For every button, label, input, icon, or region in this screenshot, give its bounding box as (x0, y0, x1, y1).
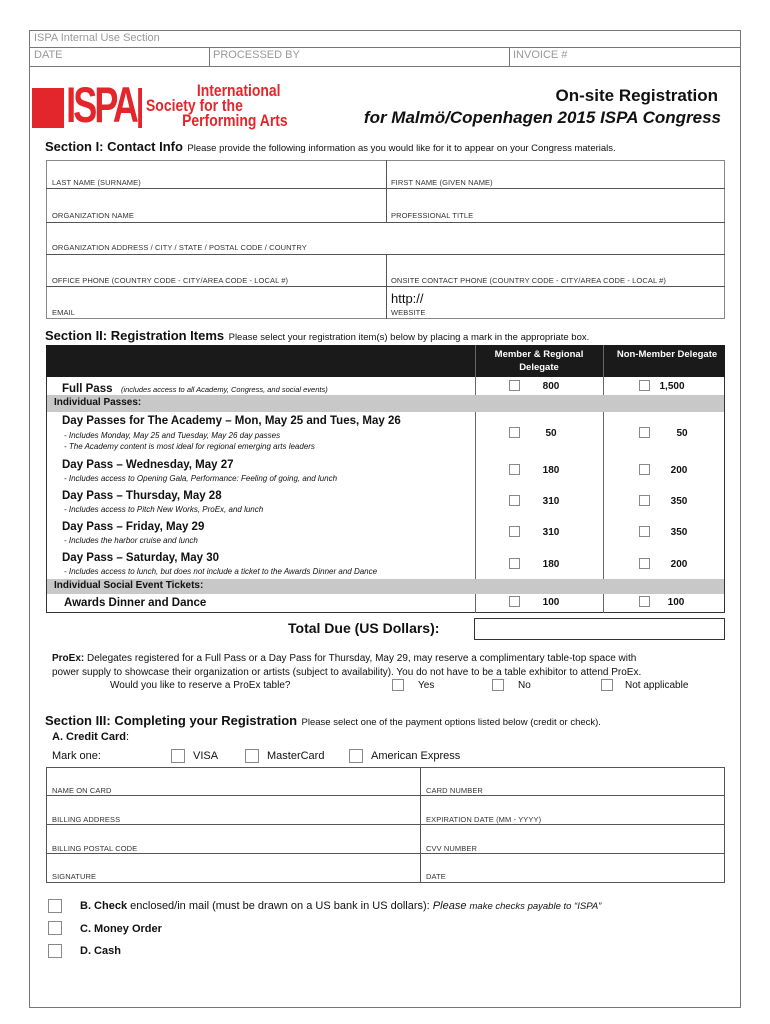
website-field[interactable]: WEBSITE (391, 308, 426, 317)
friday-member-checkbox[interactable] (509, 526, 520, 537)
full-pass-nonmember-price: 1,500 (659, 381, 685, 392)
saturday-member-price: 180 (542, 559, 560, 570)
check-option (80, 900, 601, 912)
proex-question: Would you like to reserve a ProEx table? (110, 680, 291, 691)
academy-member-checkbox[interactable] (509, 427, 520, 438)
logo-line-3: Performing Arts (182, 111, 288, 130)
awards-member-checkbox[interactable] (509, 596, 520, 607)
proex-na-checkbox[interactable] (601, 679, 613, 691)
admin-date-field[interactable]: DATE (34, 49, 63, 61)
friday-title: Day Pass – Friday, May 29 (62, 521, 205, 533)
address-field[interactable]: ORGANIZATION ADDRESS / CITY / STATE / POSTAL CODE / COUNTRY (52, 243, 307, 252)
academy-title: Day Passes for The Academy – Mon, May 25 and Tues, May 26 (62, 415, 401, 427)
wednesday-title: Day Pass – Wednesday, May 27 (62, 459, 234, 471)
last-name-field[interactable]: LAST NAME (SURNAME) (52, 178, 141, 187)
wednesday-nonmember-price: 200 (670, 465, 688, 476)
email-field[interactable]: EMAIL (52, 308, 76, 317)
cash-checkbox[interactable] (48, 944, 62, 958)
mark-one-label: Mark one: (52, 750, 101, 762)
section2-heading (45, 327, 589, 345)
check-text: enclosed/in mail (must be drawn on a US bank in US dollars): (130, 900, 430, 912)
col-member-header: Member & Regional Delegate (494, 349, 584, 373)
section1-title: Section I: Contact Info (45, 139, 183, 154)
admin-divider (29, 47, 741, 48)
friday-member-price: 310 (542, 527, 560, 538)
academy-sub-1: - Includes Monday, May 25 and Tuesday, May 26 day passes (64, 431, 281, 440)
friday-sub: - Includes the harbor cruise and lunch (64, 536, 198, 545)
wednesday-member-price: 180 (542, 465, 560, 476)
full-pass-title: Full Pass (62, 383, 113, 395)
academy-member-price: 50 (545, 428, 557, 439)
billing-postal-field[interactable]: BILLING POSTAL CODE (52, 844, 138, 853)
awards-nonmember-price: 100 (667, 597, 685, 608)
total-due-label: Total Due (US Dollars): (288, 620, 440, 636)
proex-na-label: Not applicable (625, 680, 689, 691)
name-on-card-field[interactable]: NAME ON CARD (52, 786, 112, 795)
section1-heading (45, 138, 616, 156)
organization-field[interactable]: ORGANIZATION NAME (52, 211, 134, 220)
credit-card-label-wrap (52, 731, 129, 743)
awards-member-price: 100 (542, 597, 560, 608)
proex-yes-label: Yes (418, 680, 435, 691)
office-phone-field[interactable]: OFFICE PHONE (COUNTRY CODE - CITY/AREA CODE - LOCAL #) (52, 276, 289, 285)
logo-line-2: Society for the (146, 96, 243, 115)
wednesday-member-checkbox[interactable] (509, 464, 520, 475)
logo-ispa: ISPA (64, 80, 138, 130)
form-title-line-2: for Malmö/Copenhagen 2015 ISPA Congress (363, 108, 721, 127)
friday-nonmember-price: 350 (670, 527, 688, 538)
signature-field[interactable]: SIGNATURE (52, 872, 97, 881)
check-italic-1: Please (432, 900, 467, 912)
section3-hint: Please select one of the payment options listed below (credit or check). (301, 717, 601, 728)
proex-yes-checkbox[interactable] (392, 679, 404, 691)
admin-bottom-line (29, 66, 741, 67)
website-prefix: http:// (391, 291, 424, 306)
check-bold: B. Check (80, 900, 128, 912)
expiration-field[interactable]: EXPIRATION DATE (MM - YYYY) (426, 815, 542, 824)
academy-nonmember-price: 50 (676, 428, 688, 439)
col-nonmember-header: Non-Member Delegate (616, 349, 718, 360)
individual-passes-bar (47, 395, 724, 412)
amex-label: American Express (371, 750, 461, 762)
saturday-nonmember-price: 200 (670, 559, 688, 570)
professional-title-field[interactable]: PROFESSIONAL TITLE (391, 211, 474, 220)
total-due-input[interactable] (474, 618, 725, 640)
mastercard-checkbox[interactable] (245, 749, 259, 763)
credit-card-colon: : (125, 731, 130, 743)
individual-passes-header: Individual Passes: (54, 397, 142, 408)
full-pass-sub: (includes access to all Academy, Congress, and social events) (120, 385, 328, 394)
amex-checkbox[interactable] (349, 749, 363, 763)
saturday-title: Day Pass – Saturday, May 30 (62, 552, 220, 564)
logo-line-1: International (196, 81, 281, 100)
cash-label: D. Cash (80, 945, 121, 957)
section1-hint: Please provide the following information as you would like for it to appear on your Congress materials. (187, 143, 616, 154)
thursday-member-checkbox[interactable] (509, 495, 520, 506)
proex-paragraph (52, 652, 641, 680)
check-italic-2: make checks payable to “ISPA” (469, 901, 602, 912)
admin-sep-2 (509, 47, 510, 66)
admin-section-label: ISPA Internal Use Section (34, 32, 160, 44)
proex-no-label: No (518, 680, 531, 691)
academy-nonmember-checkbox[interactable] (639, 427, 650, 438)
visa-checkbox[interactable] (171, 749, 185, 763)
cvv-field[interactable]: CVV NUMBER (426, 844, 478, 853)
card-number-field[interactable]: CARD NUMBER (426, 786, 483, 795)
form-title-line-1: On-site Registration (555, 86, 718, 105)
money-order-checkbox[interactable] (48, 921, 62, 935)
onsite-phone-field[interactable]: ONSITE CONTACT PHONE (COUNTRY CODE - CITY/AREA CODE - LOCAL #) (391, 276, 666, 285)
check-checkbox[interactable] (48, 899, 62, 913)
proex-line-1: Delegates registered for a Full Pass or a Day Pass for Thursday, May 29, may reserve a complimentary table-top space with (87, 653, 637, 664)
section3-heading (45, 712, 601, 730)
wednesday-sub: - Includes access to Opening Gala, Performance: Feeling of going, and lunch (64, 474, 338, 483)
thursday-title: Day Pass – Thursday, May 28 (62, 490, 222, 502)
first-name-field[interactable]: FIRST NAME (GIVEN NAME) (391, 178, 493, 187)
thursday-nonmember-price: 350 (670, 496, 688, 507)
proex-no-checkbox[interactable] (492, 679, 504, 691)
saturday-sub: - Includes access to lunch, but does not include a ticket to the Awards Dinner and Dance (64, 567, 378, 576)
section2-title: Section II: Registration Items (45, 328, 225, 343)
admin-processed-by-field[interactable]: PROCESSED BY (213, 49, 300, 61)
thursday-member-price: 310 (542, 496, 560, 507)
admin-invoice-field[interactable]: INVOICE # (513, 49, 568, 61)
mastercard-label: MasterCard (267, 750, 325, 762)
logo-text (146, 83, 288, 128)
payment-table (46, 767, 725, 883)
academy-sub-2: - The Academy content is most ideal for regional emerging arts leaders (64, 442, 315, 451)
full-pass-member-price: 800 (542, 381, 560, 392)
proex-label: ProEx: (52, 653, 85, 664)
date-field[interactable]: DATE (426, 872, 446, 881)
section3-title: Section III: Completing your Registration (45, 713, 298, 728)
visa-label: VISA (193, 750, 219, 762)
credit-card-label: A. Credit Card (52, 731, 126, 743)
awards-title: Awards Dinner and Dance (64, 597, 207, 609)
money-order-label: C. Money Order (80, 923, 162, 935)
social-events-header: Individual Social Event Tickets: (54, 580, 204, 591)
section2-hint: Please select your registration item(s) below by placing a mark in the appropriate box. (228, 332, 590, 343)
saturday-member-checkbox[interactable] (509, 558, 520, 569)
full-pass-member-checkbox[interactable] (509, 380, 520, 391)
proex-line-2: power supply to showcase their organization or artists (subject to availability). You do not have to be a table exhibitor to attend ProEx. (52, 667, 642, 678)
admin-sep-1 (209, 47, 210, 66)
thursday-sub: - Includes access to Pitch New Works, ProEx, and lunch (64, 505, 264, 514)
billing-address-field[interactable]: BILLING ADDRESS (52, 815, 121, 824)
